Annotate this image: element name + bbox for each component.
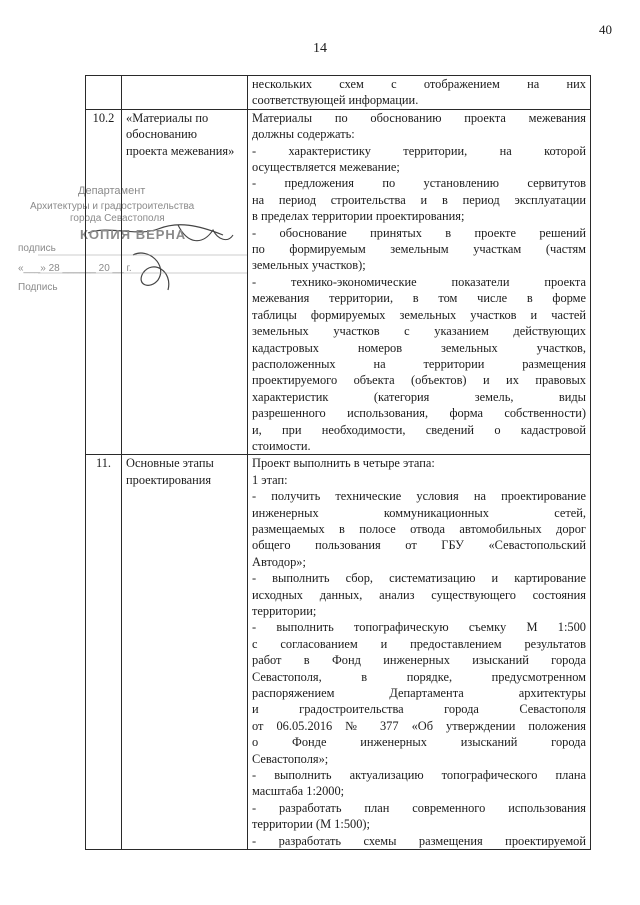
description-line: - выполнить актуализацию топографического плана <box>252 768 586 783</box>
description-line: Севастополя»; <box>252 751 329 766</box>
description-line: проектируемого объекта (объектов) и их правовых <box>252 373 586 388</box>
table-row <box>86 455 591 850</box>
description-line: - разработать план современного использования <box>252 800 586 815</box>
row-number-cell <box>86 76 122 110</box>
stamp-line-2: Архитектуры и градостроительства <box>30 201 195 212</box>
description-line: - обоснование принятых в проекте решений <box>252 225 586 240</box>
description-line: о Фонде инженерных изысканий города <box>252 735 586 750</box>
stamp-line-1: Департамент <box>78 185 146 197</box>
description-line: разрешенного использования, форма собственности) <box>252 406 586 421</box>
requirements-table <box>85 75 591 850</box>
description-line: - получить технические условия на проектирование <box>252 489 586 504</box>
description-line: Севастополя, в порядке, предусмотренном <box>252 669 586 684</box>
stamp-line-3: города Севастополя <box>70 213 165 224</box>
section-name-line: обоснованию <box>126 127 198 142</box>
stamp-line-5: подпись <box>18 243 56 254</box>
description-line: соответствующей информации. <box>252 93 419 108</box>
page-number: 14 <box>313 41 327 56</box>
section-name-cell <box>122 76 248 110</box>
description-line: - предложения по установлению сервитутов <box>252 176 586 191</box>
description-line: - выполнить сбор, систематизацию и картирование <box>252 571 586 586</box>
description-line: распоряжением Департамента архитектуры <box>252 686 586 701</box>
description-line: - разработать схемы размещения проектируемой <box>252 833 586 848</box>
row-number-cell: 11. <box>86 455 122 850</box>
description-line: территории; <box>252 604 317 618</box>
section-description-cell <box>248 109 591 455</box>
description-line: кадастровых номеров земельных участков, <box>252 340 586 355</box>
description-line: масштаба 1:2000; <box>252 784 345 799</box>
description-line: Автодор»; <box>252 554 306 569</box>
description-line: - характеристику территории, на которой <box>252 143 586 158</box>
description-line: - выполнить топографическую съемку М 1:500 <box>252 620 586 635</box>
section-name-line: «Материалы по <box>126 110 209 125</box>
description-line: - технико-экономические показатели проекта <box>252 274 586 289</box>
section-name-cell <box>122 455 248 850</box>
description-line: и градостроительства города Севастополя <box>252 702 586 717</box>
description-line: осуществляется межевание; <box>252 160 400 175</box>
table-row <box>86 109 591 455</box>
description-line: работ в Фонд инженерных изысканий города <box>252 653 586 668</box>
description-line: межевания территории, в том числе в форме <box>252 291 586 306</box>
description-line: Материалы по обоснованию проекта межевания <box>252 110 586 125</box>
sheet-number: 40 <box>599 22 612 37</box>
section-name-cell <box>122 109 248 455</box>
description-line: 1 этап: <box>252 472 288 487</box>
description-line: территории (М 1:500); <box>252 817 370 832</box>
description-line: земельных участков); <box>252 258 366 273</box>
description-line: расположенных на территории размещения <box>252 356 586 371</box>
description-line: размещаемых в полосе отвода автомобильных дорог <box>252 521 586 536</box>
row-number-cell: 10.2 <box>86 109 122 455</box>
description-line: от 06.05.2016 № 377 «Об утверждении положения <box>252 718 586 733</box>
description-line: на период строительства и в период эксплуатации <box>252 192 586 207</box>
description-line: по формируемым земельным участкам (частям <box>252 242 586 257</box>
stamp-line-6: «___» 28 ______ 20 __ г. <box>18 263 132 274</box>
description-line: нескольких схем с отображением на них <box>252 77 586 91</box>
description-line: земельных участков с указанием действующих <box>252 324 586 339</box>
description-line: общего пользования от ГБУ «Севастопольский <box>252 538 586 553</box>
section-description-cell <box>248 455 591 850</box>
description-line: должны содержать: <box>252 127 355 142</box>
description-line: и, при необходимости, сведений о кадастровой <box>252 422 586 437</box>
section-description-cell <box>248 76 591 110</box>
description-line: стоимости. <box>252 438 311 453</box>
description-line: характеристик (категория земель, виды <box>252 389 586 404</box>
section-name-line: Основные этапы <box>126 456 214 471</box>
stamp-line-4: КОПИЯ ВЕРНА <box>80 227 187 242</box>
description-line: инженерных коммуникационных сетей, <box>252 505 586 520</box>
description-line: в пределах территории проектирования; <box>252 209 465 224</box>
description-line: с согласованием и предоставлением результатов <box>252 636 586 651</box>
section-name-line: проекта межевания» <box>126 143 235 158</box>
table-row <box>86 76 591 110</box>
stamp-line-7: Подпись <box>18 282 58 293</box>
description-line: таблицы формируемых земельных участков и частей <box>252 307 586 322</box>
section-name-line: проектирования <box>126 472 212 487</box>
description-line: исходных данных, анализ существующего состояния <box>252 587 586 602</box>
description-line: Проект выполнить в четыре этапа: <box>252 456 435 471</box>
